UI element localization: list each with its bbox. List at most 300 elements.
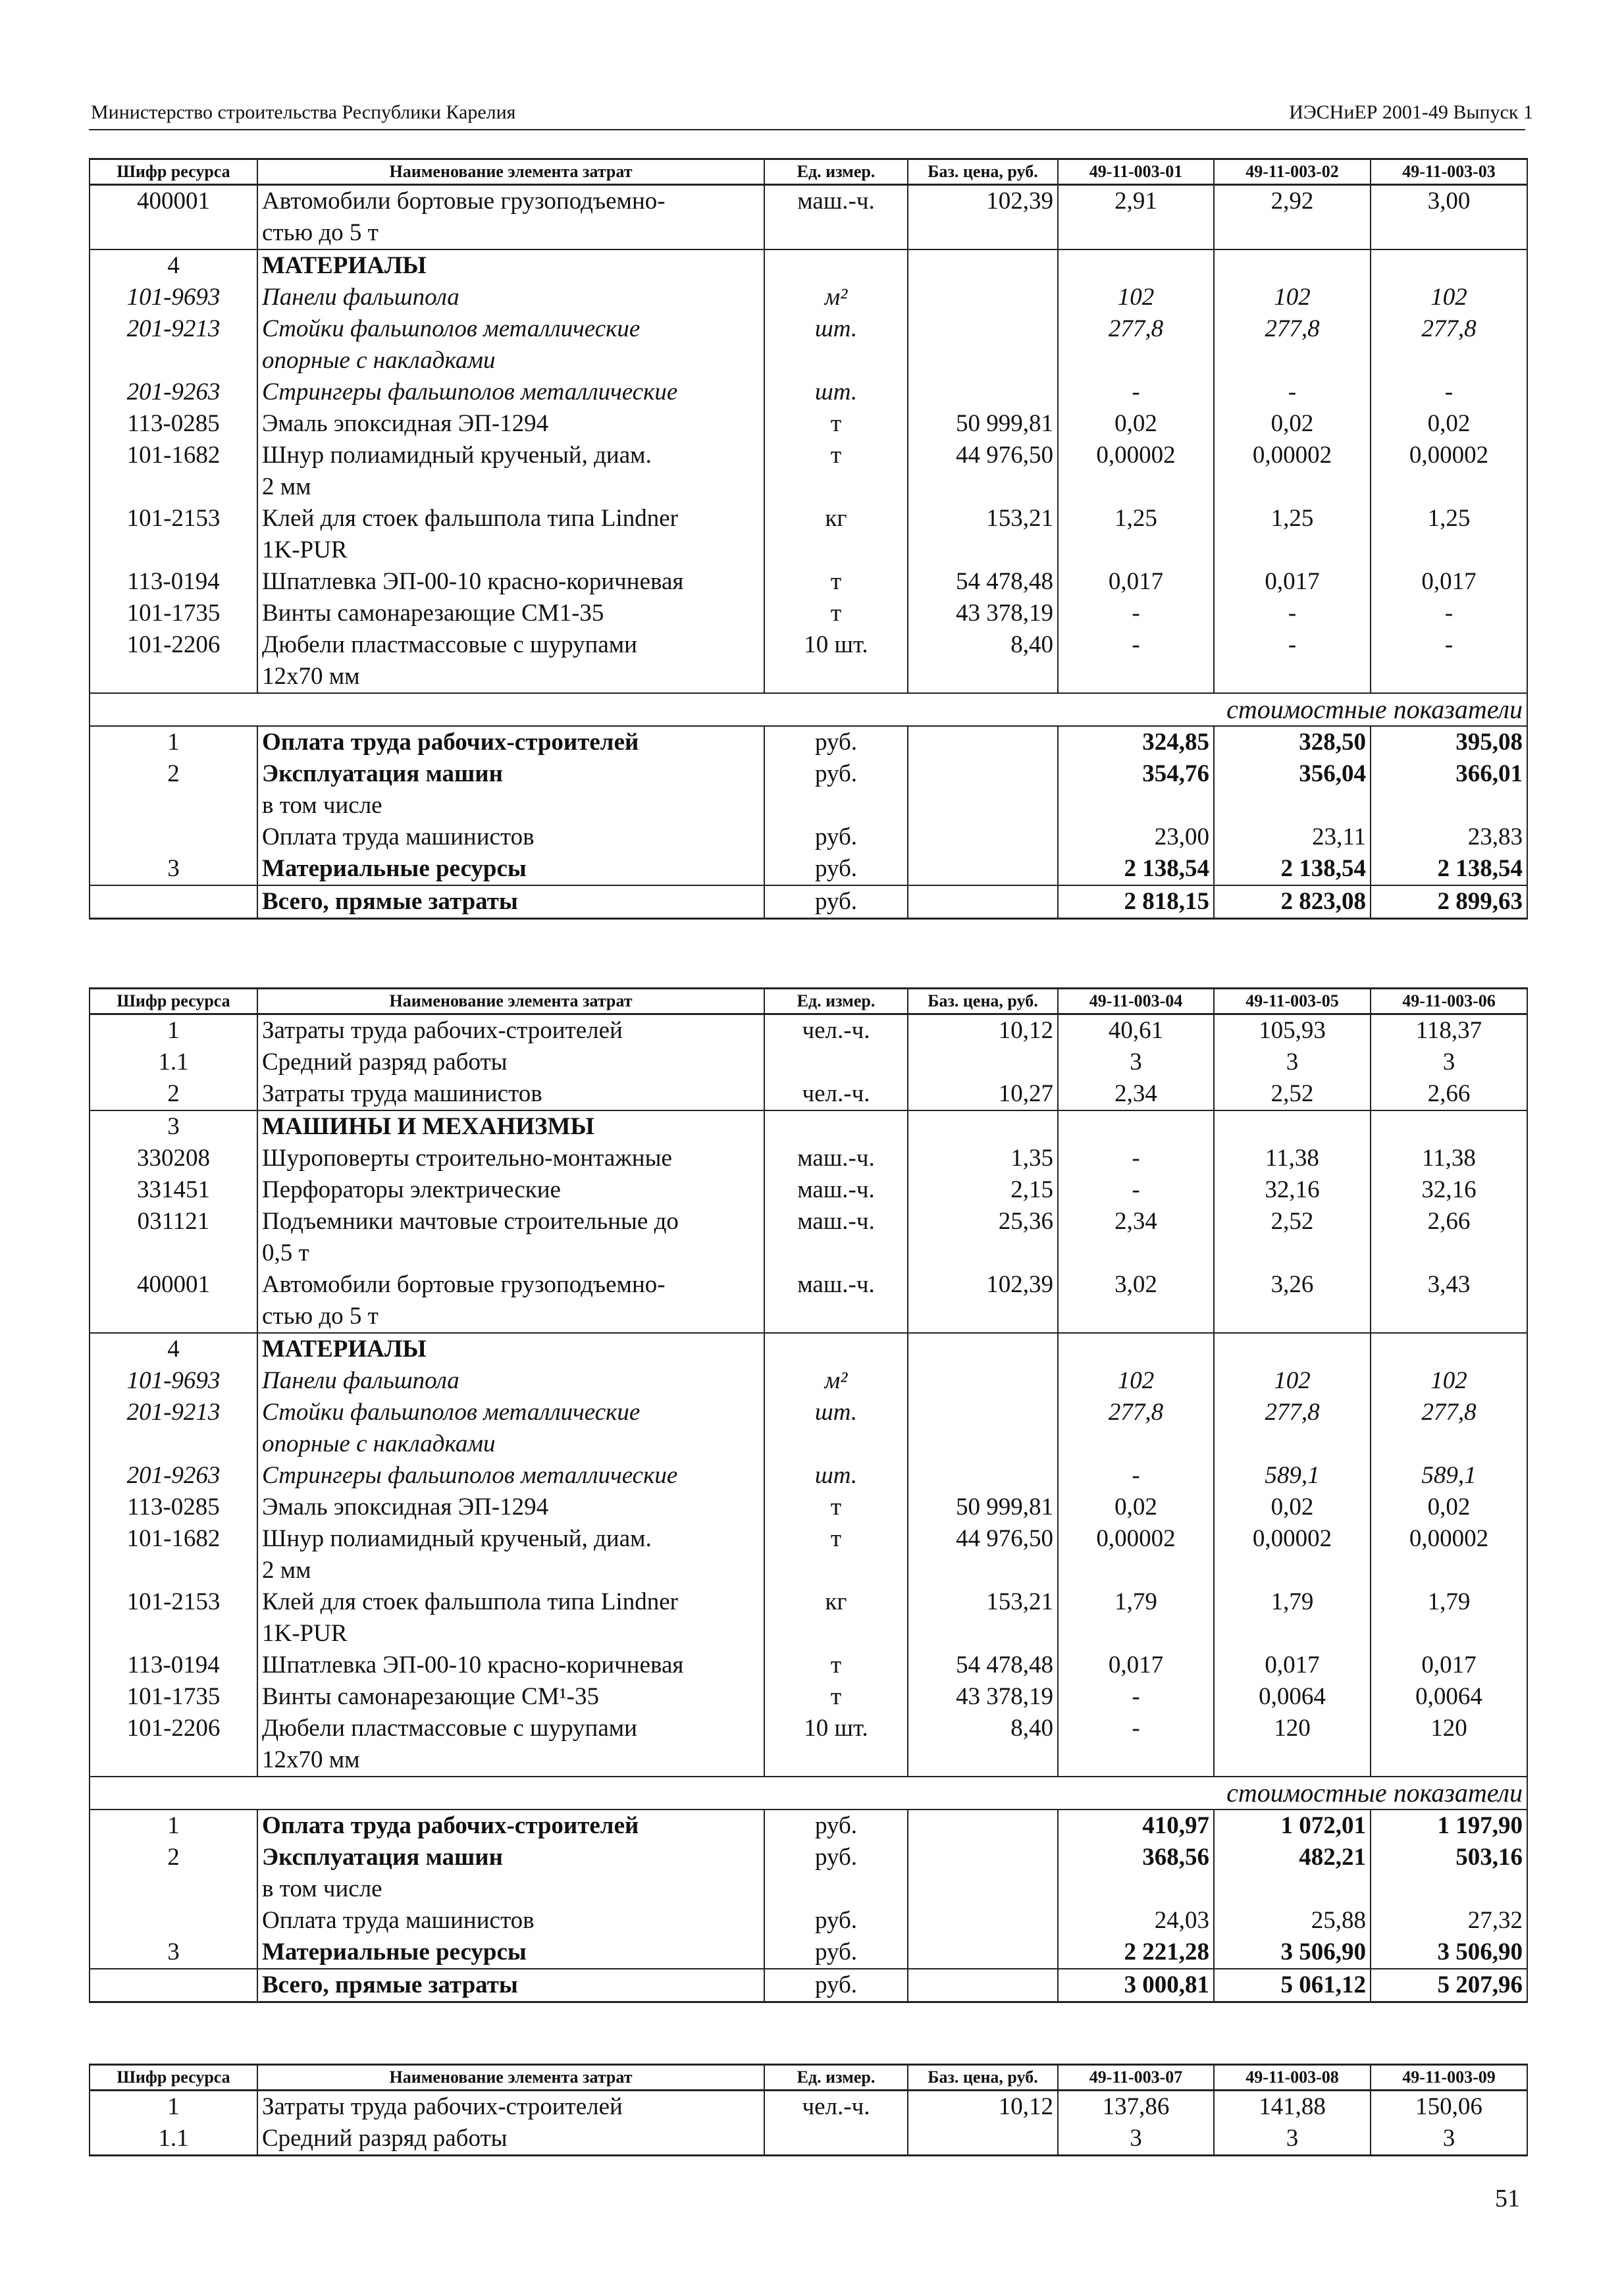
resource-name: Винты самонарезающие СМ¹-35 — [257, 1681, 764, 1713]
resource-row — [90, 503, 1527, 534]
cost-unit: руб. — [764, 1905, 908, 1937]
cost-unit: руб. — [764, 821, 908, 853]
resource-unit — [764, 471, 908, 503]
resource-price: 10,12 — [908, 1014, 1058, 1047]
cost-value: 395,08 — [1371, 726, 1527, 758]
cost-value: 503,16 — [1371, 1842, 1527, 1873]
resource-code: 101-2206 — [90, 629, 257, 661]
resource-code: 1 — [90, 1014, 257, 1047]
resource-unit — [764, 1744, 908, 1777]
cost-row — [90, 1905, 1527, 1937]
resource-value — [1214, 534, 1371, 566]
resource-name: Стрингеры фальшполов металлические — [257, 377, 764, 408]
resource-row — [90, 1078, 1527, 1110]
resource-price — [908, 471, 1058, 503]
resource-name: Шнур полиамидный крученый, диам. — [257, 440, 764, 471]
cost-value: 1 072,01 — [1214, 1810, 1371, 1842]
resource-unit: маш.-ч. — [764, 1269, 908, 1301]
resource-row — [90, 1460, 1527, 1492]
header-norm-code: 49-11-003-06 — [1371, 989, 1527, 1014]
resource-value: - — [1214, 598, 1371, 629]
resource-value: 0,02 — [1058, 1492, 1214, 1523]
resource-value: 3 — [1371, 2123, 1527, 2156]
resource-row — [90, 440, 1527, 471]
resource-value: 589,1 — [1214, 1460, 1371, 1492]
resource-row — [90, 313, 1527, 345]
resource-name: Шпатлевка ЭП-00-10 красно-коричневая — [257, 1650, 764, 1681]
resource-value: 102 — [1371, 282, 1527, 313]
resource-price — [908, 1301, 1058, 1333]
resource-value: - — [1371, 377, 1527, 408]
resource-row — [90, 629, 1527, 661]
cost-value: 2 138,54 — [1058, 853, 1214, 885]
resource-value: 3,00 — [1371, 185, 1527, 218]
total-value: 5 061,12 — [1214, 1969, 1371, 2002]
resource-unit — [764, 1428, 908, 1460]
resource-price — [908, 377, 1058, 408]
resource-unit: 10 шт. — [764, 1713, 908, 1744]
cost-name: в том числе — [257, 790, 764, 821]
resource-name: Эмаль эпоксидная ЭП-1294 — [257, 1492, 764, 1523]
resource-code: 400001 — [90, 185, 257, 218]
resource-value: 277,8 — [1214, 313, 1371, 345]
resource-unit: т — [764, 1492, 908, 1523]
page-number: 51 — [1495, 2185, 1520, 2212]
resource-unit: кг — [764, 1586, 908, 1618]
resource-code: 3 — [90, 1110, 257, 1143]
cost-value: 354,76 — [1058, 758, 1214, 790]
cost-code — [90, 790, 257, 821]
resource-name: Винты самонарезающие СМ1-35 — [257, 598, 764, 629]
cost-name: Оплата труда машинистов — [257, 1905, 764, 1937]
resource-value: 2,34 — [1058, 1206, 1214, 1237]
total-unit: руб. — [764, 1969, 908, 2002]
cost-code — [90, 821, 257, 853]
resource-value: - — [1058, 1174, 1214, 1206]
resource-unit: маш.-ч. — [764, 1174, 908, 1206]
resource-value: - — [1058, 1713, 1214, 1744]
resource-value: 2,66 — [1371, 1206, 1527, 1237]
resource-price — [908, 217, 1058, 249]
resource-price: 1,35 — [908, 1143, 1058, 1174]
resource-value — [1058, 1333, 1214, 1365]
resource-code: 101-2206 — [90, 1713, 257, 1744]
resource-code: 331451 — [90, 1174, 257, 1206]
cost-unit: руб. — [764, 853, 908, 885]
resource-name: Шнур полиамидный крученый, диам. — [257, 1523, 764, 1555]
resource-value: 102 — [1058, 1365, 1214, 1397]
header-norm-code: 49-11-003-01 — [1058, 159, 1214, 185]
resource-name: стью до 5 т — [257, 1301, 764, 1333]
cost-row — [90, 821, 1527, 853]
resource-value: 0,017 — [1214, 1650, 1371, 1681]
header-unit: Ед. измер. — [764, 159, 908, 185]
resource-value: 102 — [1058, 282, 1214, 313]
resource-code: 201-9213 — [90, 1397, 257, 1428]
resource-value — [1371, 1428, 1527, 1460]
resource-unit: м² — [764, 1365, 908, 1397]
cost-name: Эксплуатация машин — [257, 758, 764, 790]
resource-value: 0,00002 — [1058, 1523, 1214, 1555]
resource-name: 0,5 т — [257, 1237, 764, 1269]
resource-name: Затраты труда рабочих-строителей — [257, 1014, 764, 1047]
cost-row — [90, 726, 1527, 758]
cost-code: 1 — [90, 726, 257, 758]
resource-price — [908, 1555, 1058, 1586]
resource-name: 2 мм — [257, 1555, 764, 1586]
cost-unit: руб. — [764, 1937, 908, 1969]
resource-value: 3 — [1058, 2123, 1214, 2156]
resource-unit: т — [764, 1523, 908, 1555]
total-row — [90, 1969, 1527, 2002]
resource-value: 1,25 — [1058, 503, 1214, 534]
resource-value — [1214, 1333, 1371, 1365]
resource-code: 4 — [90, 1333, 257, 1365]
page-header — [91, 99, 1533, 130]
resource-price: 10,27 — [908, 1078, 1058, 1110]
header-code: Шифр ресурса — [90, 2065, 257, 2091]
resource-price: 2,15 — [908, 1174, 1058, 1206]
header-name: Наименование элемента затрат — [257, 159, 764, 185]
resource-code: 101-1682 — [90, 1523, 257, 1555]
resource-name: Панели фальшпола — [257, 1365, 764, 1397]
header-ministry: Министерство строительства Республики Карелия — [91, 101, 516, 123]
cost-value: 1 197,90 — [1371, 1810, 1527, 1842]
total-name: Всего, прямые затраты — [257, 1969, 764, 2002]
resource-value: 2,34 — [1058, 1078, 1214, 1110]
resource-value: 2,52 — [1214, 1078, 1371, 1110]
resource-value: 0,02 — [1371, 408, 1527, 440]
total-value: 5 207,96 — [1371, 1969, 1527, 2002]
resource-value: 1,25 — [1371, 503, 1527, 534]
cost-row — [90, 1937, 1527, 1969]
resource-code: 101-2153 — [90, 1586, 257, 1618]
resource-name: стью до 5 т — [257, 217, 764, 249]
resource-value: 11,38 — [1214, 1143, 1371, 1174]
resource-value: 0,00002 — [1058, 440, 1214, 471]
resource-value: 32,16 — [1214, 1174, 1371, 1206]
resource-code — [90, 345, 257, 377]
resource-value: - — [1058, 1143, 1214, 1174]
resource-row — [90, 1206, 1527, 1237]
cost-value: 23,83 — [1371, 821, 1527, 853]
resource-row — [90, 282, 1527, 313]
resource-name: 1K-PUR — [257, 1618, 764, 1650]
resource-value: 0,00002 — [1371, 1523, 1527, 1555]
cost-row — [90, 853, 1527, 885]
resource-row — [90, 598, 1527, 629]
header-unit: Ед. измер. — [764, 989, 908, 1014]
resource-value — [1058, 1744, 1214, 1777]
resource-code: 2 — [90, 1078, 257, 1110]
resource-unit — [764, 345, 908, 377]
header-norm-code: 49-11-003-07 — [1058, 2065, 1214, 2091]
resource-unit — [764, 1333, 908, 1365]
resource-name: Затраты труда рабочих-строителей — [257, 2091, 764, 2123]
resource-value: 2,66 — [1371, 1078, 1527, 1110]
total-row — [90, 885, 1527, 919]
resource-value — [1058, 249, 1214, 282]
cost-value — [1371, 1873, 1527, 1905]
resource-unit: шт. — [764, 313, 908, 345]
resource-value — [1214, 1110, 1371, 1143]
resource-value: 11,38 — [1371, 1143, 1527, 1174]
resource-unit — [764, 249, 908, 282]
resource-unit: т — [764, 1681, 908, 1713]
total-value: 2 818,15 — [1058, 885, 1214, 919]
cost-value — [1214, 790, 1371, 821]
resource-code: 113-0285 — [90, 408, 257, 440]
resource-value: 0,017 — [1214, 566, 1371, 598]
resource-code: 201-9263 — [90, 1460, 257, 1492]
resource-value: 3,26 — [1214, 1269, 1371, 1301]
cost-value — [1214, 1873, 1371, 1905]
resource-name: Автомобили бортовые грузоподъемно- — [257, 185, 764, 218]
cost-indicators-caption: стоимостные показатели — [257, 693, 1527, 726]
resource-value: - — [1058, 1681, 1214, 1713]
cost-unit — [764, 1873, 908, 1905]
caption-row — [90, 1777, 1527, 1810]
resource-name: Клей для стоек фальшпола типа Lindner — [257, 503, 764, 534]
resource-row — [90, 1269, 1527, 1301]
cost-value — [1058, 1873, 1214, 1905]
resource-value: 3 — [1371, 1047, 1527, 1078]
resource-value: 589,1 — [1371, 1460, 1527, 1492]
resource-table-3 — [89, 2064, 1528, 2156]
resource-value: 0,00002 — [1214, 1523, 1371, 1555]
cost-value: 2 138,54 — [1371, 853, 1527, 885]
resource-unit: шт. — [764, 1460, 908, 1492]
resource-value: 3,43 — [1371, 1269, 1527, 1301]
resource-row — [90, 2123, 1527, 2156]
resource-row — [90, 408, 1527, 440]
resource-value: 32,16 — [1371, 1174, 1527, 1206]
cost-value: 23,00 — [1058, 821, 1214, 853]
resource-code: 101-1682 — [90, 440, 257, 471]
resource-value: - — [1058, 598, 1214, 629]
resource-row — [90, 534, 1527, 566]
cost-code: 2 — [90, 758, 257, 790]
resource-value — [1214, 1618, 1371, 1650]
resource-table-2 — [89, 987, 1528, 2003]
resource-row — [90, 1744, 1527, 1777]
resource-code — [90, 1428, 257, 1460]
resource-name: Дюбели пластмассовые с шурупами — [257, 629, 764, 661]
resource-unit: т — [764, 598, 908, 629]
resource-row — [90, 1143, 1527, 1174]
header-name: Наименование элемента затрат — [257, 2065, 764, 2091]
resource-unit — [764, 1047, 908, 1078]
resource-price: 102,39 — [908, 185, 1058, 218]
resource-name: опорные с накладками — [257, 1428, 764, 1460]
cost-code — [90, 1873, 257, 1905]
resource-price — [908, 345, 1058, 377]
header-norm-code: 49-11-003-09 — [1371, 2065, 1527, 2091]
resource-value — [1214, 1428, 1371, 1460]
resource-value: - — [1058, 377, 1214, 408]
resource-unit: м² — [764, 282, 908, 313]
cost-price — [908, 1842, 1058, 1873]
resource-value: 0,02 — [1214, 1492, 1371, 1523]
resource-value — [1058, 1555, 1214, 1586]
resource-unit: чел.-ч. — [764, 1078, 908, 1110]
resource-value — [1214, 217, 1371, 249]
resource-value — [1371, 1744, 1527, 1777]
resource-unit: шт. — [764, 1397, 908, 1428]
total-value: 2 899,63 — [1371, 885, 1527, 919]
cost-value: 324,85 — [1058, 726, 1214, 758]
resource-value — [1371, 217, 1527, 249]
resource-unit: чел.-ч. — [764, 1014, 908, 1047]
resource-code: 113-0194 — [90, 1650, 257, 1681]
resource-row — [90, 1523, 1527, 1555]
header-norm-code: 49-11-003-02 — [1214, 159, 1371, 185]
total-code — [90, 1969, 257, 2002]
resource-unit — [764, 1618, 908, 1650]
resource-name: 2 мм — [257, 471, 764, 503]
resource-row — [90, 1014, 1527, 1047]
resource-value — [1214, 1744, 1371, 1777]
resource-value: 120 — [1214, 1713, 1371, 1744]
resource-value — [1214, 1301, 1371, 1333]
resource-name: Автомобили бортовые грузоподъемно- — [257, 1269, 764, 1301]
cost-code: 3 — [90, 1937, 257, 1969]
resource-price — [908, 1460, 1058, 1492]
resource-code — [90, 1555, 257, 1586]
resource-row — [90, 249, 1527, 282]
resource-price — [908, 534, 1058, 566]
resource-unit — [764, 2123, 908, 2156]
resource-value: 3 — [1214, 2123, 1371, 2156]
cost-code: 1 — [90, 1810, 257, 1842]
resource-value: 141,88 — [1214, 2091, 1371, 2123]
resource-row — [90, 217, 1527, 249]
resource-name: МАТЕРИАЛЫ — [257, 249, 764, 282]
resource-value — [1371, 1237, 1527, 1269]
resource-unit — [764, 661, 908, 693]
cost-value: 3 506,90 — [1371, 1937, 1527, 1969]
resource-value: 0,02 — [1214, 408, 1371, 440]
resource-row — [90, 1618, 1527, 1650]
resource-name: Средний разряд работы — [257, 2123, 764, 2156]
cost-name: Эксплуатация машин — [257, 1842, 764, 1873]
resource-name: Дюбели пластмассовые с шурупами — [257, 1713, 764, 1744]
resource-code — [90, 534, 257, 566]
resource-value: 102 — [1214, 282, 1371, 313]
resource-price: 54 478,48 — [908, 566, 1058, 598]
resource-value: 277,8 — [1371, 1397, 1527, 1428]
header-code: Шифр ресурса — [90, 159, 257, 185]
cost-row — [90, 1873, 1527, 1905]
resource-value — [1058, 1237, 1214, 1269]
total-name: Всего, прямые затраты — [257, 885, 764, 919]
header-divider — [89, 129, 1525, 130]
cost-row — [90, 1810, 1527, 1842]
resource-code — [90, 471, 257, 503]
resource-code: 113-0285 — [90, 1492, 257, 1523]
resource-price: 8,40 — [908, 629, 1058, 661]
resource-name: Эмаль эпоксидная ЭП-1294 — [257, 408, 764, 440]
resource-price — [908, 1047, 1058, 1078]
resource-name: 12х70 мм — [257, 661, 764, 693]
resource-value: 3 — [1214, 1047, 1371, 1078]
header-document-code: ИЭСНиЕР 2001-49 Выпуск 1 — [1289, 101, 1533, 123]
resource-unit: т — [764, 408, 908, 440]
resource-value — [1371, 1333, 1527, 1365]
resource-row — [90, 1397, 1527, 1428]
resource-code — [90, 1301, 257, 1333]
resource-name: Затраты труда машинистов — [257, 1078, 764, 1110]
resource-code: 201-9263 — [90, 377, 257, 408]
resource-price: 54 478,48 — [908, 1650, 1058, 1681]
resource-value: - — [1058, 1460, 1214, 1492]
cost-price — [908, 1873, 1058, 1905]
table-header-row — [90, 989, 1527, 1014]
resource-row — [90, 345, 1527, 377]
cost-value: 368,56 — [1058, 1842, 1214, 1873]
cost-value: 27,32 — [1371, 1905, 1527, 1937]
total-value: 3 000,81 — [1058, 1969, 1214, 2002]
resource-code: 1.1 — [90, 1047, 257, 1078]
resource-unit: маш.-ч. — [764, 1143, 908, 1174]
resource-value — [1371, 1110, 1527, 1143]
resource-value: 0,017 — [1371, 566, 1527, 598]
resource-row — [90, 661, 1527, 693]
header-norm-code: 49-11-003-03 — [1371, 159, 1527, 185]
cost-price — [908, 821, 1058, 853]
resource-row — [90, 377, 1527, 408]
resource-value: 102 — [1371, 1365, 1527, 1397]
header-price: Баз. цена, руб. — [908, 989, 1058, 1014]
resource-row — [90, 2091, 1527, 2123]
cost-value: 356,04 — [1214, 758, 1371, 790]
resource-value — [1371, 471, 1527, 503]
resource-price — [908, 2123, 1058, 2156]
cost-value: 2 221,28 — [1058, 1937, 1214, 1969]
cost-unit: руб. — [764, 1810, 908, 1842]
resource-name: Средний разряд работы — [257, 1047, 764, 1078]
resource-name: Стойки фальшполов металлические — [257, 313, 764, 345]
resource-value — [1214, 471, 1371, 503]
resource-value: 2,52 — [1214, 1206, 1371, 1237]
resource-row — [90, 1301, 1527, 1333]
resource-value — [1058, 1428, 1214, 1460]
resource-unit — [764, 217, 908, 249]
resource-price: 44 976,50 — [908, 1523, 1058, 1555]
caption-row — [90, 693, 1527, 726]
resource-price: 43 378,19 — [908, 598, 1058, 629]
resource-value: 2,91 — [1058, 185, 1214, 218]
resource-value: 120 — [1371, 1713, 1527, 1744]
resource-row — [90, 1047, 1527, 1078]
cost-unit — [764, 790, 908, 821]
resource-price: 153,21 — [908, 1586, 1058, 1618]
resource-code: 330208 — [90, 1143, 257, 1174]
cost-value — [1058, 790, 1214, 821]
cost-value: 482,21 — [1214, 1842, 1371, 1873]
resource-name: Шпатлевка ЭП-00-10 красно-коричневая — [257, 566, 764, 598]
resource-value: 102 — [1214, 1365, 1371, 1397]
resource-price — [908, 1333, 1058, 1365]
resource-value — [1371, 249, 1527, 282]
resource-value: 0,017 — [1371, 1650, 1527, 1681]
resource-unit: т — [764, 566, 908, 598]
resource-unit: маш.-ч. — [764, 185, 908, 218]
cost-value: 2 138,54 — [1214, 853, 1371, 885]
resource-name: МАШИНЫ И МЕХАНИЗМЫ — [257, 1110, 764, 1143]
cost-value: 25,88 — [1214, 1905, 1371, 1937]
resource-name: 1K-PUR — [257, 534, 764, 566]
